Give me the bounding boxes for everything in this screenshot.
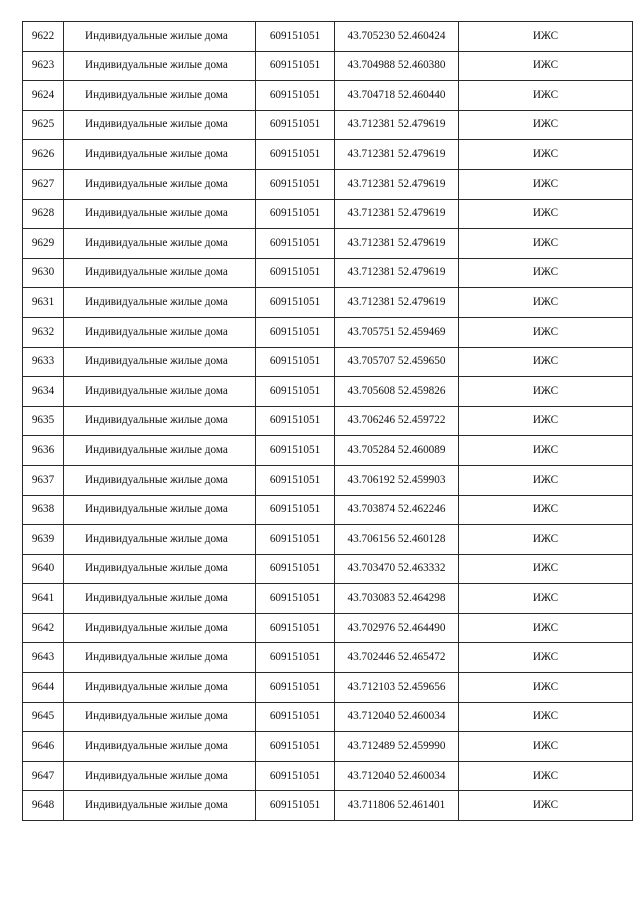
object-type: ИЖС xyxy=(459,465,633,495)
table-row xyxy=(23,791,633,821)
objects-table xyxy=(22,21,633,821)
object-code: 609151051 xyxy=(256,377,335,407)
table-row xyxy=(23,702,633,732)
row-number: 9627 xyxy=(23,169,64,199)
row-number: 9641 xyxy=(23,584,64,614)
table-row xyxy=(23,229,633,259)
coordinates: 43.705284 52.460089 xyxy=(335,436,459,466)
object-code: 609151051 xyxy=(256,169,335,199)
object-code: 609151051 xyxy=(256,347,335,377)
object-type: ИЖС xyxy=(459,140,633,170)
coordinates: 43.704988 52.460380 xyxy=(335,51,459,81)
object-type: ИЖС xyxy=(459,613,633,643)
object-code: 609151051 xyxy=(256,406,335,436)
coordinates: 43.712381 52.479619 xyxy=(335,229,459,259)
row-number: 9636 xyxy=(23,436,64,466)
object-name: Индивидуальные жилые дома xyxy=(64,525,256,555)
table-row xyxy=(23,140,633,170)
object-code: 609151051 xyxy=(256,140,335,170)
object-name: Индивидуальные жилые дома xyxy=(64,81,256,111)
coordinates: 43.712381 52.479619 xyxy=(335,140,459,170)
object-type: ИЖС xyxy=(459,288,633,318)
table-row xyxy=(23,584,633,614)
object-name: Индивидуальные жилые дома xyxy=(64,761,256,791)
object-type: ИЖС xyxy=(459,525,633,555)
row-number: 9629 xyxy=(23,229,64,259)
row-number: 9645 xyxy=(23,702,64,732)
object-name: Индивидуальные жилые дома xyxy=(64,199,256,229)
object-type: ИЖС xyxy=(459,51,633,81)
object-name: Индивидуальные жилые дома xyxy=(64,495,256,525)
object-code: 609151051 xyxy=(256,643,335,673)
object-name: Индивидуальные жилые дома xyxy=(64,702,256,732)
object-name: Индивидуальные жилые дома xyxy=(64,51,256,81)
object-type: ИЖС xyxy=(459,317,633,347)
row-number: 9628 xyxy=(23,199,64,229)
coordinates: 43.712381 52.479619 xyxy=(335,288,459,318)
object-code: 609151051 xyxy=(256,258,335,288)
row-number: 9622 xyxy=(23,22,64,52)
row-number: 9647 xyxy=(23,761,64,791)
coordinates: 43.703470 52.463332 xyxy=(335,554,459,584)
table-row xyxy=(23,317,633,347)
object-type: ИЖС xyxy=(459,673,633,703)
object-code: 609151051 xyxy=(256,317,335,347)
object-name: Индивидуальные жилые дома xyxy=(64,465,256,495)
table-row xyxy=(23,761,633,791)
coordinates: 43.712381 52.479619 xyxy=(335,169,459,199)
row-number: 9639 xyxy=(23,525,64,555)
object-type: ИЖС xyxy=(459,377,633,407)
object-name: Индивидуальные жилые дома xyxy=(64,169,256,199)
row-number: 9634 xyxy=(23,377,64,407)
table-row xyxy=(23,258,633,288)
coordinates: 43.705707 52.459650 xyxy=(335,347,459,377)
row-number: 9643 xyxy=(23,643,64,673)
row-number: 9626 xyxy=(23,140,64,170)
table-row xyxy=(23,51,633,81)
coordinates: 43.706192 52.459903 xyxy=(335,465,459,495)
row-number: 9635 xyxy=(23,406,64,436)
table-row xyxy=(23,525,633,555)
object-name: Индивидуальные жилые дома xyxy=(64,643,256,673)
coordinates: 43.711806 52.461401 xyxy=(335,791,459,821)
row-number: 9637 xyxy=(23,465,64,495)
object-name: Индивидуальные жилые дома xyxy=(64,377,256,407)
coordinates: 43.702976 52.464490 xyxy=(335,613,459,643)
table-row xyxy=(23,347,633,377)
object-type: ИЖС xyxy=(459,406,633,436)
object-name: Индивидуальные жилые дома xyxy=(64,406,256,436)
table-row xyxy=(23,377,633,407)
object-code: 609151051 xyxy=(256,761,335,791)
row-number: 9646 xyxy=(23,732,64,762)
object-type: ИЖС xyxy=(459,791,633,821)
row-number: 9638 xyxy=(23,495,64,525)
object-type: ИЖС xyxy=(459,258,633,288)
object-code: 609151051 xyxy=(256,732,335,762)
object-code: 609151051 xyxy=(256,702,335,732)
table-row xyxy=(23,169,633,199)
object-type: ИЖС xyxy=(459,584,633,614)
row-number: 9633 xyxy=(23,347,64,377)
table-row xyxy=(23,643,633,673)
object-code: 609151051 xyxy=(256,673,335,703)
object-name: Индивидуальные жилые дома xyxy=(64,140,256,170)
object-code: 609151051 xyxy=(256,436,335,466)
coordinates: 43.705608 52.459826 xyxy=(335,377,459,407)
object-type: ИЖС xyxy=(459,110,633,140)
object-name: Индивидуальные жилые дома xyxy=(64,791,256,821)
table-row xyxy=(23,613,633,643)
object-type: ИЖС xyxy=(459,169,633,199)
row-number: 9624 xyxy=(23,81,64,111)
table-row xyxy=(23,406,633,436)
object-type: ИЖС xyxy=(459,761,633,791)
table-row xyxy=(23,22,633,52)
table-row xyxy=(23,673,633,703)
object-code: 609151051 xyxy=(256,110,335,140)
table-row xyxy=(23,495,633,525)
coordinates: 43.712040 52.460034 xyxy=(335,761,459,791)
object-code: 609151051 xyxy=(256,495,335,525)
object-type: ИЖС xyxy=(459,81,633,111)
coordinates: 43.706156 52.460128 xyxy=(335,525,459,555)
object-type: ИЖС xyxy=(459,347,633,377)
coordinates: 43.705751 52.459469 xyxy=(335,317,459,347)
coordinates: 43.712040 52.460034 xyxy=(335,702,459,732)
coordinates: 43.704718 52.460440 xyxy=(335,81,459,111)
table-row xyxy=(23,436,633,466)
table-row xyxy=(23,81,633,111)
table-body xyxy=(23,22,633,821)
object-name: Индивидуальные жилые дома xyxy=(64,732,256,762)
coordinates: 43.706246 52.459722 xyxy=(335,406,459,436)
object-code: 609151051 xyxy=(256,554,335,584)
object-code: 609151051 xyxy=(256,22,335,52)
object-code: 609151051 xyxy=(256,51,335,81)
object-name: Индивидуальные жилые дома xyxy=(64,258,256,288)
object-type: ИЖС xyxy=(459,495,633,525)
coordinates: 43.712381 52.479619 xyxy=(335,110,459,140)
object-code: 609151051 xyxy=(256,584,335,614)
object-type: ИЖС xyxy=(459,229,633,259)
object-name: Индивидуальные жилые дома xyxy=(64,288,256,318)
coordinates: 43.705230 52.460424 xyxy=(335,22,459,52)
object-name: Индивидуальные жилые дома xyxy=(64,673,256,703)
coordinates: 43.702446 52.465472 xyxy=(335,643,459,673)
object-name: Индивидуальные жилые дома xyxy=(64,347,256,377)
object-code: 609151051 xyxy=(256,613,335,643)
object-name: Индивидуальные жилые дома xyxy=(64,613,256,643)
row-number: 9632 xyxy=(23,317,64,347)
coordinates: 43.703874 52.462246 xyxy=(335,495,459,525)
row-number: 9623 xyxy=(23,51,64,81)
object-code: 609151051 xyxy=(256,465,335,495)
object-type: ИЖС xyxy=(459,732,633,762)
row-number: 9631 xyxy=(23,288,64,318)
object-code: 609151051 xyxy=(256,81,335,111)
table-row xyxy=(23,554,633,584)
row-number: 9642 xyxy=(23,613,64,643)
row-number: 9640 xyxy=(23,554,64,584)
object-code: 609151051 xyxy=(256,229,335,259)
row-number: 9644 xyxy=(23,673,64,703)
table-row xyxy=(23,288,633,318)
coordinates: 43.703083 52.464298 xyxy=(335,584,459,614)
coordinates: 43.712381 52.479619 xyxy=(335,199,459,229)
object-name: Индивидуальные жилые дома xyxy=(64,554,256,584)
table-row xyxy=(23,199,633,229)
table-row xyxy=(23,465,633,495)
row-number: 9630 xyxy=(23,258,64,288)
object-name: Индивидуальные жилые дома xyxy=(64,22,256,52)
table-row xyxy=(23,732,633,762)
object-type: ИЖС xyxy=(459,643,633,673)
object-name: Индивидуальные жилые дома xyxy=(64,436,256,466)
object-type: ИЖС xyxy=(459,554,633,584)
object-code: 609151051 xyxy=(256,288,335,318)
table-row xyxy=(23,110,633,140)
object-type: ИЖС xyxy=(459,702,633,732)
coordinates: 43.712489 52.459990 xyxy=(335,732,459,762)
object-name: Индивидуальные жилые дома xyxy=(64,584,256,614)
object-type: ИЖС xyxy=(459,22,633,52)
object-name: Индивидуальные жилые дома xyxy=(64,317,256,347)
row-number: 9625 xyxy=(23,110,64,140)
object-type: ИЖС xyxy=(459,436,633,466)
coordinates: 43.712381 52.479619 xyxy=(335,258,459,288)
row-number: 9648 xyxy=(23,791,64,821)
object-name: Индивидуальные жилые дома xyxy=(64,229,256,259)
object-type: ИЖС xyxy=(459,199,633,229)
object-name: Индивидуальные жилые дома xyxy=(64,110,256,140)
object-code: 609151051 xyxy=(256,525,335,555)
object-code: 609151051 xyxy=(256,791,335,821)
object-code: 609151051 xyxy=(256,199,335,229)
coordinates: 43.712103 52.459656 xyxy=(335,673,459,703)
